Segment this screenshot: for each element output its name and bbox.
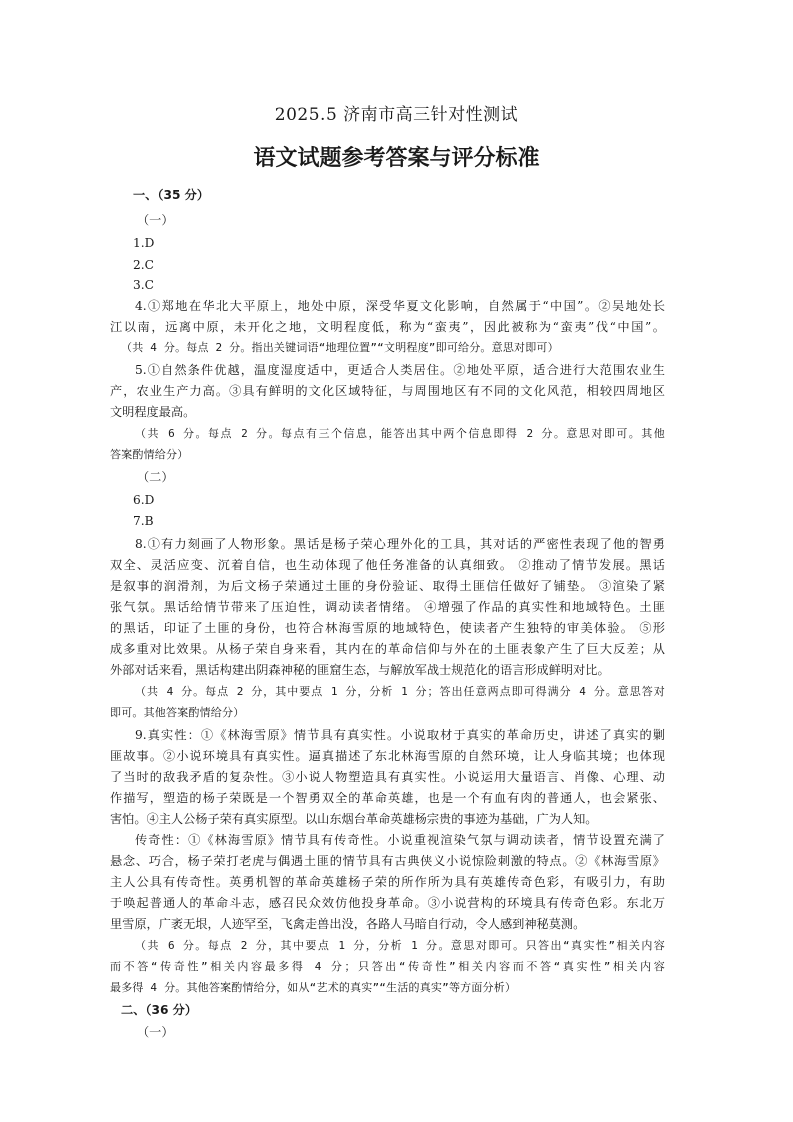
- answer-9-line-6: 传奇性：①《林海雪原》情节具有传奇性。小说重视渲染气氛与调动读者，情节设置充满了: [135, 833, 665, 847]
- answer-4-line-1: 4.①郑地在华北大平原上，地处中原，深受华夏文化影响，自然属于“中国”。②吴地处长: [135, 299, 665, 313]
- answer-7: 7.B: [133, 514, 154, 528]
- answer-8-line-1: 8.①有力刻画了人物形象。黑话是杨子荣心理外化的工具，其对话的严密性表现了他的智勇: [135, 537, 665, 551]
- answer-9-line-4: 作描写，塑造的杨子荣既是一个智勇双全的革命英雄，也是一个有血有肉的普通人，也会紧张、: [110, 791, 665, 805]
- answer-4-line-2: 江以南，远离中原，未开化之地，文明程度低，称为“蛮夷”，因此被称为“蛮夷”伐“中国”。: [110, 320, 665, 334]
- subsection-1-2: （二）: [137, 470, 174, 484]
- answer-8-line-5: 的黑话，印证了土匪的身份，也符合林海雪原的地域特色，使读者产生独特的审美体验。 ⑤形: [110, 621, 665, 635]
- answer-8-line-6: 成多重对比效果。从杨子荣自身来看，其内在的革命信仰与外在的土匪表象产生了巨大反差；从: [110, 642, 665, 656]
- section-heading-2: 二、（36 分）: [121, 1003, 198, 1017]
- answer-9-line-8: 主人公具有传奇性。英勇机智的革命英雄杨子荣的所作所为具有英雄传奇色彩，有吸引力，有助: [110, 875, 665, 889]
- exam-title: 2025.5 济南市高三针对性测试: [274, 105, 519, 125]
- answer-9-line-10: 里雪原，广袤无垠，人迹罕至，飞禽走兽出没，各路人马暗自行动，令人感到神秘莫测。: [110, 917, 586, 931]
- scoring-note-9-line-3: 最多得 4 分。其他答案酌情给分，如从“艺术的真实”“生活的真实”等方面分析）: [110, 981, 517, 994]
- scoring-note-8-line-1: （共 4 分。每点 2 分，其中要点 1 分，分析 1 分；答出任意两点即可得满分 4 分。意思答对: [135, 685, 665, 698]
- section-heading-1: 一、（35 分）: [133, 188, 210, 202]
- scoring-note-5-line-1: （共 6 分。每点 2 分。每点有三个信息，能答出其中两个信息即得 2 分。意思对即可。其他: [135, 427, 665, 440]
- scoring-note-5-line-2: 答案酌情给分）: [110, 448, 189, 461]
- answer-9-line-1: 9.真实性：①《林海雪原》情节具有真实性。小说取材于真实的革命历史，讲述了真实的剿: [135, 728, 665, 742]
- answer-5-line-3: 文明程度最高。: [110, 405, 196, 419]
- answer-6: 6.D: [133, 493, 155, 507]
- scoring-note-8-line-2: 即可。其他答案酌情给分）: [110, 706, 245, 719]
- scoring-note-9-line-1: （共 6 分。每点 2 分，其中要点 1 分，分析 1 分。意思对即可。只答出“真实性”相关内容: [135, 939, 665, 952]
- answer-9-line-3: 了当时的敌我矛盾的复杂性。③小说人物塑造具有真实性。小说运用大量语言、肖像、心理、动: [110, 770, 665, 784]
- scoring-note-9-line-2: 而不答“传奇性”相关内容最多得 4 分；只答出“传奇性”相关内容而不答“真实性”相关内容: [110, 960, 665, 973]
- answer-8-line-3: 是叙事的润滑剂，为后文杨子荣通过土匪的身份验证、取得土匪信任做好了铺垫。 ③渲染了紧: [110, 579, 665, 593]
- answer-8-line-2: 双全、灵活应变、沉着自信，也生动体现了他任务准备的认真细致。 ②推动了情节发展。黑话: [110, 558, 665, 572]
- answer-9-line-5: 害怕。④主人公杨子荣有真实原型。以山东烟台革命英雄杨宗贵的事迹为基础，广为人知。: [110, 812, 598, 826]
- answer-8-line-7: 外部对话来看，黑话构建出阴森神秘的匪窟生态，与解放军战士规范化的语言形成鲜明对比。: [110, 663, 610, 677]
- answer-9-line-7: 悬念、巧合，杨子荣打老虎与偶遇土匪的情节具有古典侠义小说惊险刺激的特点。②《林海雪原》: [110, 854, 665, 868]
- answer-8-line-4: 张气氛。黑话给情节带来了压迫性，调动读者情绪。 ④增强了作品的真实性和地域特色。土匪: [110, 600, 665, 614]
- answer-3: 3.C: [133, 278, 154, 292]
- answer-5-line-2: 产，农业生产力高。③具有鲜明的文化区域特征，与周围地区有不同的文化风范，相较四周地区: [110, 384, 665, 398]
- subsection-2-1: （一）: [137, 1025, 174, 1039]
- answer-1: 1.D: [133, 236, 155, 250]
- answer-5-line-1: 5.①自然条件优越，温度湿度适中，更适合人类居住。②地处平原，适合进行大范围农业生: [135, 363, 665, 377]
- scoring-note-4: （共 4 分。每点 2 分。指出关键词语“地理位置”“文明程度”即可给分。意思对即可）: [121, 341, 559, 354]
- answer-9-line-9: 于唤起普通人的革命斗志，感召民众效仿他投身革命。③小说营构的环境具有传奇色彩。东北万: [110, 896, 665, 910]
- answer-9-line-2: 匪故事。②小说环境具有真实性。逼真描述了东北林海雪原的自然环境，让人身临其境；也体现: [110, 749, 665, 763]
- answer-2: 2.C: [133, 258, 154, 272]
- subsection-1-1: （一）: [137, 213, 174, 227]
- document-title: 语文试题参考答案与评分标准: [253, 146, 540, 171]
